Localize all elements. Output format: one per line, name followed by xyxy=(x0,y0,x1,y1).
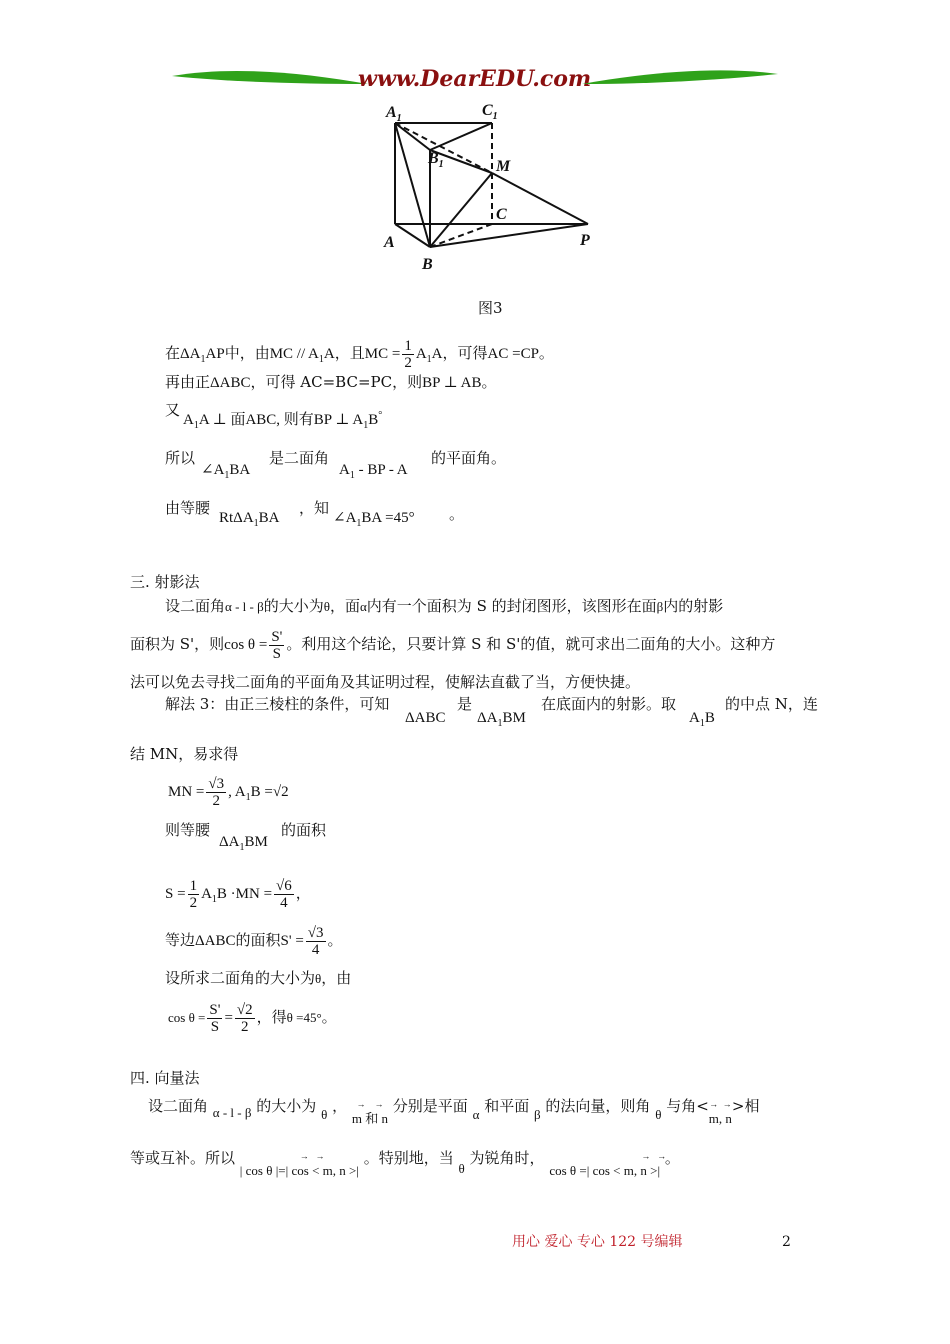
s4-para-line1 xyxy=(148,1096,759,1130)
text: 再由正 xyxy=(165,373,211,391)
text: 。利用这个结论，只要计算 S 和 S'的值，就可求出二面角的大小。这种方 xyxy=(286,635,776,653)
prism-figure xyxy=(370,95,610,285)
text: 等边 xyxy=(165,931,196,949)
triangle-abc: ΔABC xyxy=(195,933,236,949)
text: 为锐角时， xyxy=(469,1149,545,1167)
s3-area-line xyxy=(165,820,327,856)
s3-para1-line2 xyxy=(130,624,775,664)
s2-line2 xyxy=(165,372,497,393)
s3-theta-line xyxy=(165,968,351,989)
text: ，可得 AC=BC=PC，则 xyxy=(250,373,423,391)
text: 内的射影 xyxy=(663,597,724,615)
label-b1: $B_1$ xyxy=(428,150,444,170)
label-c1: $C_1$ xyxy=(482,102,498,122)
text: ，可得 xyxy=(442,344,488,362)
segment-a1b: $A_1B$ xyxy=(689,710,715,729)
label-c: C xyxy=(496,206,507,223)
text: 所以 xyxy=(165,449,196,467)
label-a1: $A_1$ xyxy=(386,104,402,124)
text: 设所求二面角的大小为 xyxy=(165,969,316,987)
s2-line3 xyxy=(165,400,383,436)
eq-area-s-prime: 等边ΔABC的面积S' = $\frac{√3}{4}$ 。 xyxy=(165,924,343,958)
text: 是 xyxy=(457,695,473,713)
theta: θ xyxy=(321,1107,328,1122)
eq-mn: MN = $\frac{√3}{2}$ , $A_1B =√2$ xyxy=(168,775,289,809)
text: 。 xyxy=(664,1149,680,1167)
text: 分别是平面 xyxy=(392,1097,468,1115)
rt-triangle-a1ba: RtΔA$_1$BA xyxy=(219,510,280,529)
eq-area-s: S = $\frac{1}{2}$ $A_1B \cdot MN$ = $\frac{√6}{4}$ ， xyxy=(165,877,311,911)
s3-solution-line1 xyxy=(165,694,818,730)
text: 等或互补。所以 xyxy=(130,1149,236,1167)
page-number: 2 xyxy=(782,1234,791,1250)
section3-heading: 三. 射影法 xyxy=(130,573,200,591)
vector-angle-mn: → → m, n xyxy=(708,1099,732,1126)
section4-heading: 四. 向量法 xyxy=(130,1069,200,1087)
eq-cos-result: cos θ = $\frac{S'}{S}$ = $\frac{√2}{2}$ ，得θ =45°。 xyxy=(168,1001,337,1035)
s2-line4 xyxy=(165,448,507,484)
beta: β xyxy=(656,599,664,614)
text: 在 xyxy=(165,344,181,362)
figure-caption: 图3 xyxy=(478,299,503,317)
mc-parallel: MC // $A_1A$ xyxy=(269,346,335,365)
text: 的面积 xyxy=(235,931,281,949)
mc-half-formula: MC = $\frac{1}{2}$ $A_1A$ xyxy=(364,338,443,372)
footer-editor-note: 用心 爱心 专心 122 号编辑 xyxy=(512,1234,683,1250)
s3-para1-line1 xyxy=(165,596,723,617)
s2-line5 xyxy=(165,498,465,534)
text: 又 xyxy=(165,401,181,419)
text: 和平面 xyxy=(484,1097,530,1115)
vectors-m-n: → → m 和 n xyxy=(351,1099,389,1126)
text: 设二面角 xyxy=(148,1097,209,1115)
triangle-abc: ΔABC xyxy=(405,710,446,726)
abs-cos-formula: → → | cos θ |=| cos < m, n >| xyxy=(239,1151,359,1178)
angle-a1ba: $\angle A_1BA$ xyxy=(201,462,251,481)
label-m: M xyxy=(496,158,511,175)
text: ，知 xyxy=(299,499,330,517)
s3-solution-line2: 结 MN，易求得 xyxy=(130,745,239,763)
label-a: A xyxy=(384,234,395,251)
text: ，且 xyxy=(334,344,365,362)
beta: β xyxy=(533,1107,541,1122)
cos-theta-formula: cos θ = $\frac{S'}{S}$ xyxy=(224,629,283,663)
text: 。 xyxy=(538,344,554,362)
text: 与角< xyxy=(666,1097,709,1115)
text: ，面 xyxy=(329,597,360,615)
text: >相 xyxy=(731,1097,760,1115)
triangle-a1ap: $\Delta A_1AP$ xyxy=(180,346,225,365)
banner-leaf-left-icon xyxy=(170,62,370,98)
angle-45: $\angle A_1BA =45^\circ$ xyxy=(333,510,415,529)
label-b: B xyxy=(422,256,433,273)
triangle-abc: ΔABC xyxy=(210,375,251,391)
text: 中，由 xyxy=(224,344,270,362)
text: 面积为 S'，则 xyxy=(130,635,225,653)
alpha: α xyxy=(359,599,367,614)
dihedral-alpha-l-beta: α - l - β xyxy=(225,599,264,614)
dihedral-alpha-l-beta: α - l - β xyxy=(212,1105,252,1120)
theta: θ xyxy=(323,599,330,614)
s3-para1-line3: 法可以免去寻找二面角的平面角及其证明过程，使解法直截了当，方便快捷。 xyxy=(130,673,641,691)
text: ， xyxy=(332,1097,348,1115)
text: 则等腰 xyxy=(165,821,211,839)
text: 是二面角 xyxy=(269,449,330,467)
theta: θ xyxy=(655,1107,662,1122)
theta-45: θ =45° xyxy=(286,1010,322,1025)
text: 解法 3：由正三棱柱的条件，可知 xyxy=(165,695,390,713)
theta: θ xyxy=(315,971,322,986)
text: 。特别地，当 xyxy=(363,1149,454,1167)
s4-para-line2 xyxy=(130,1148,680,1182)
dihedral-a1-bp-a: $A_1$ - BP - A xyxy=(339,462,408,481)
text: ，得 xyxy=(256,1008,287,1026)
triangle-a1bm: $\Delta A_1BM$ xyxy=(219,834,268,853)
text: 的大小为 xyxy=(256,1097,317,1115)
cos-acute-formula: → → cos θ =| cos < m, n >| xyxy=(549,1151,667,1178)
text: 的法向量，则角 xyxy=(545,1097,651,1115)
banner-leaf-right-icon xyxy=(580,62,780,98)
text: 的大小为 xyxy=(263,597,324,615)
alpha: α xyxy=(472,1107,480,1122)
text: 的中点 N，连 xyxy=(725,695,818,713)
text: 内有一个面积为 S 的封闭图形，该图形在面 xyxy=(366,597,657,615)
banner-site-text[interactable]: www.DearEDU.com xyxy=(358,66,592,92)
text: 的面积 xyxy=(281,821,327,839)
label-p: P xyxy=(580,232,590,249)
text: 在底面内的射影。取 xyxy=(541,695,677,713)
text: 的平面角。 xyxy=(431,449,507,467)
s2-line1 xyxy=(165,336,554,370)
text: 设二面角 xyxy=(165,597,226,615)
ac-cp: AC =CP xyxy=(487,346,539,362)
bp-perp-ab: BP ⊥ AB xyxy=(422,375,482,391)
a1a-perp-formula: $A_1A$ ⊥ 面ABC, 则有BP ⊥ $A_1B^\circ$ xyxy=(183,410,383,431)
theta: θ xyxy=(458,1161,465,1176)
text: 。 xyxy=(481,373,497,391)
text: 。 xyxy=(449,505,465,523)
text: ，由 xyxy=(321,969,352,987)
site-banner xyxy=(170,60,780,100)
text: 由等腰 xyxy=(165,499,211,517)
triangle-a1bm: $\Delta A_1BM$ xyxy=(477,710,526,729)
